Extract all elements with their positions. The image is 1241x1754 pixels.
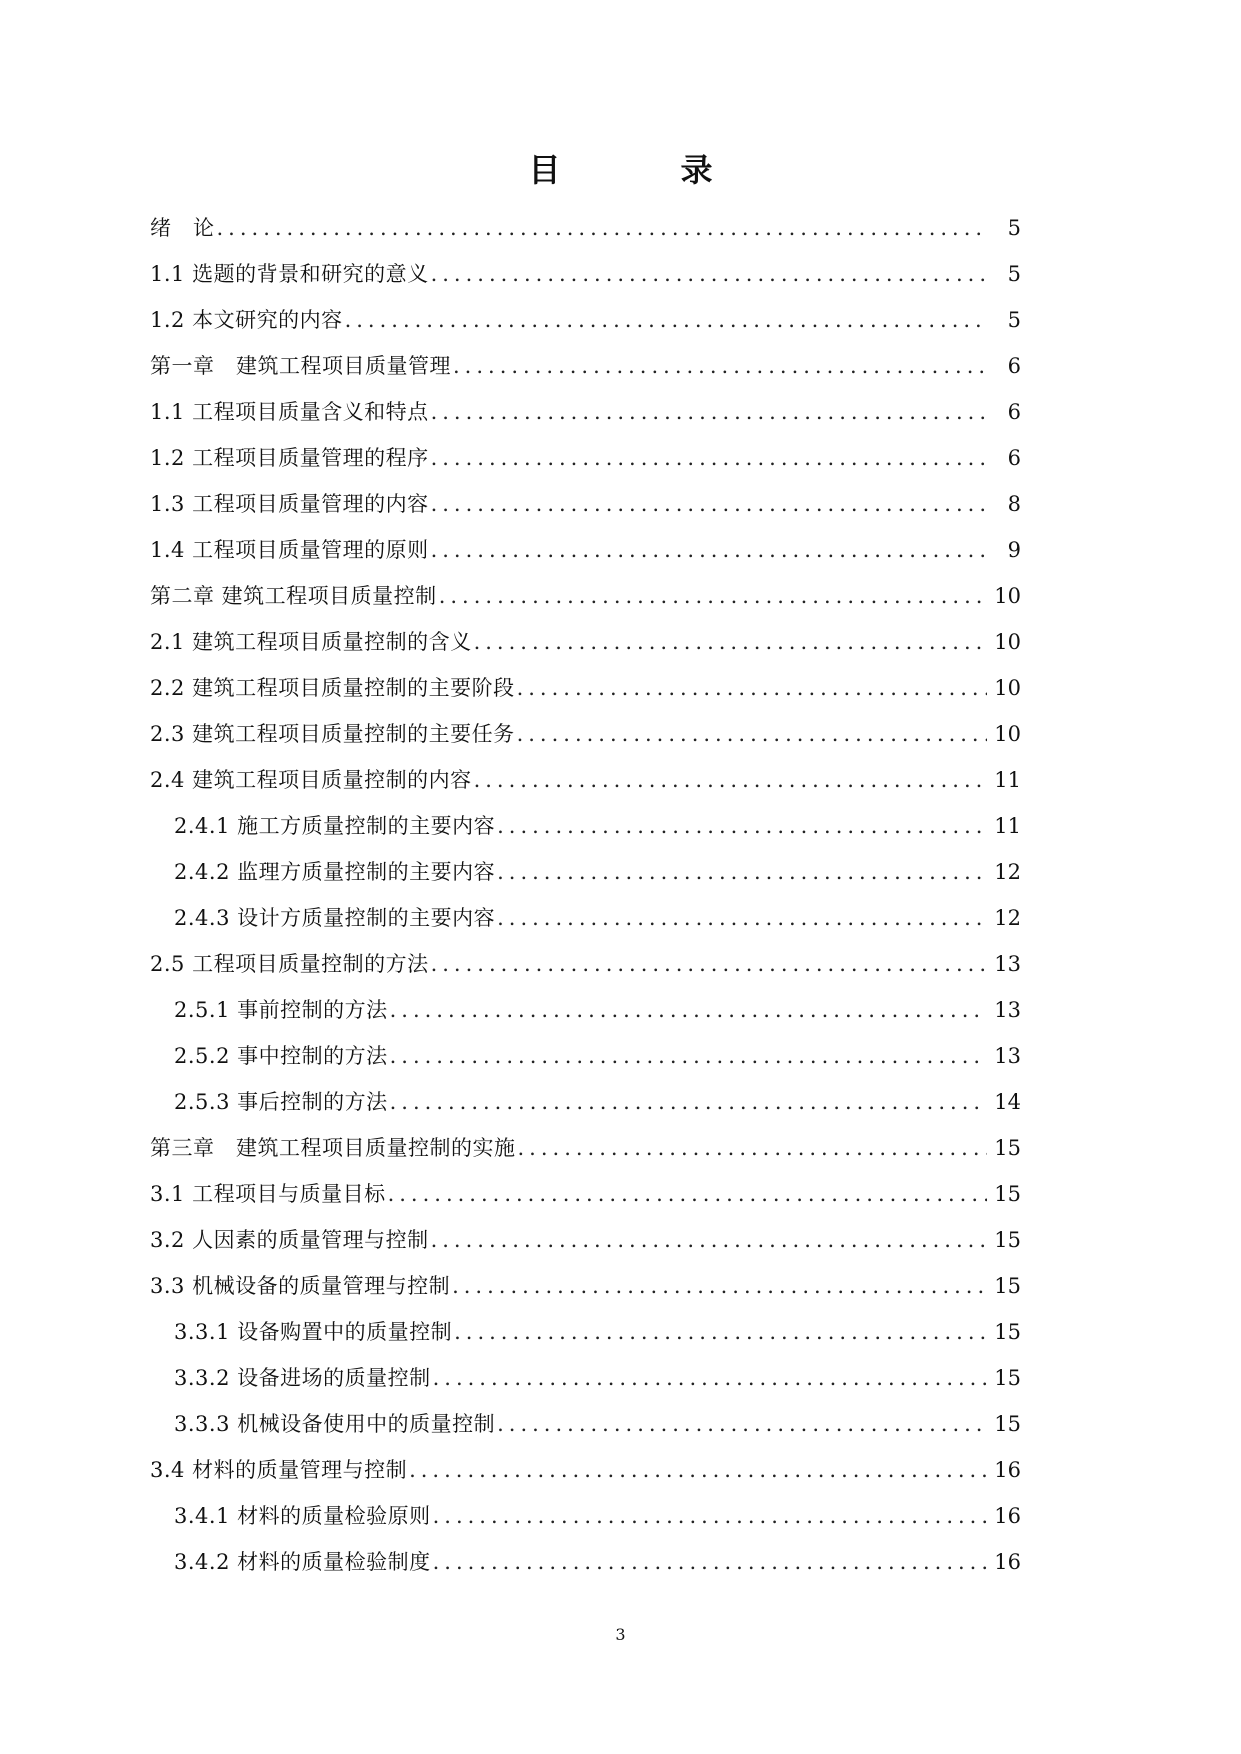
toc-entry[interactable]	[150, 435, 1027, 481]
toc-entry-label: 2.3 建筑工程项目质量控制的主要任务	[150, 722, 515, 746]
toc-entry-label: 3.2 人因素的质量管理与控制	[150, 1228, 429, 1252]
toc-leader-dots	[345, 297, 987, 343]
toc-entry[interactable]	[150, 297, 1027, 343]
toc-entry[interactable]	[150, 1355, 1027, 1401]
toc-entry-label: 1.3 工程项目质量管理的内容	[150, 492, 429, 516]
toc-entry[interactable]	[150, 1125, 1027, 1171]
toc-leader-dots	[431, 435, 987, 481]
toc-leader-dots	[497, 1401, 987, 1447]
toc-leader-dots	[431, 389, 987, 435]
toc-entry[interactable]	[150, 711, 1027, 757]
toc-entry[interactable]	[150, 619, 1027, 665]
toc-leader-dots	[431, 941, 987, 987]
toc-entry-page: 12	[994, 860, 1021, 884]
toc-leader-dots	[390, 1033, 987, 1079]
toc-entry-label: 第二章 建筑工程项目质量控制	[150, 584, 437, 608]
toc-entry-label: 3.4.1 材料的质量检验原则	[174, 1504, 431, 1528]
toc-entry[interactable]	[150, 1217, 1027, 1263]
toc-entry-label: 1.1 选题的背景和研究的意义	[150, 262, 429, 286]
toc-entry[interactable]	[150, 665, 1027, 711]
toc-entry-page: 15	[994, 1274, 1021, 1298]
toc-entry-page: 6	[1007, 446, 1021, 470]
toc-leader-dots	[454, 1309, 987, 1355]
toc-leader-dots	[431, 1217, 987, 1263]
toc-entry-page: 6	[1007, 354, 1021, 378]
toc-entry[interactable]	[150, 895, 1027, 941]
toc-entry-page: 11	[994, 814, 1021, 838]
toc-entry[interactable]	[150, 1493, 1027, 1539]
toc-leader-dots	[453, 343, 987, 389]
toc-entry[interactable]	[150, 573, 1027, 619]
toc-entry-label: 3.3.3 机械设备使用中的质量控制	[174, 1412, 496, 1436]
toc-leader-dots	[497, 803, 987, 849]
toc-leader-dots	[452, 1263, 987, 1309]
toc-entry-label: 3.1 工程项目与质量目标	[150, 1182, 386, 1206]
toc-entry[interactable]	[150, 527, 1027, 573]
toc-leader-dots	[439, 573, 987, 619]
page-title: 目 录	[528, 151, 757, 189]
toc-leader-dots	[390, 1079, 987, 1125]
toc-entry-page: 16	[994, 1504, 1021, 1528]
toc-entry-page: 16	[994, 1458, 1021, 1482]
toc-entry-label: 2.4.1 施工方质量控制的主要内容	[174, 814, 496, 838]
toc-entry[interactable]	[150, 987, 1027, 1033]
toc-leader-dots	[433, 1539, 987, 1585]
toc-leader-dots	[217, 205, 988, 251]
toc-entry[interactable]	[150, 1447, 1027, 1493]
toc-leader-dots	[431, 527, 987, 573]
toc-entry[interactable]	[150, 757, 1027, 803]
toc-entry-page: 11	[994, 768, 1021, 792]
table-of-contents	[150, 205, 1027, 1585]
toc-entry-label: 3.3.1 设备购置中的质量控制	[174, 1320, 453, 1344]
toc-entry[interactable]	[150, 481, 1027, 527]
toc-entry[interactable]	[150, 1079, 1027, 1125]
toc-leader-dots	[474, 757, 987, 803]
toc-leader-dots	[517, 711, 987, 757]
toc-leader-dots	[431, 481, 987, 527]
toc-entry[interactable]	[150, 343, 1027, 389]
toc-entry-page: 13	[994, 998, 1021, 1022]
toc-entry-page: 10	[994, 584, 1021, 608]
toc-entry-label: 2.5.1 事前控制的方法	[174, 998, 388, 1022]
toc-entry-page: 10	[994, 722, 1021, 746]
toc-entry-page: 10	[994, 630, 1021, 654]
toc-entry[interactable]	[150, 849, 1027, 895]
toc-entry-label: 3.3.2 设备进场的质量控制	[174, 1366, 431, 1390]
toc-entry-label: 1.2 本文研究的内容	[150, 308, 343, 332]
toc-entry-label: 1.4 工程项目质量管理的原则	[150, 538, 429, 562]
toc-entry[interactable]	[150, 1309, 1027, 1355]
toc-leader-dots	[518, 1125, 988, 1171]
toc-leader-dots	[431, 251, 987, 297]
toc-entry-label: 第三章 建筑工程项目质量控制的实施	[150, 1136, 516, 1160]
toc-entry-page: 15	[994, 1412, 1021, 1436]
toc-entry-label: 2.5.2 事中控制的方法	[174, 1044, 388, 1068]
toc-entry[interactable]	[150, 1263, 1027, 1309]
toc-leader-dots	[433, 1493, 987, 1539]
toc-entry-label: 2.4.2 监理方质量控制的主要内容	[174, 860, 496, 884]
toc-entry-label: 2.1 建筑工程项目质量控制的含义	[150, 630, 472, 654]
toc-entry-page: 15	[994, 1228, 1021, 1252]
toc-entry-label: 2.5.3 事后控制的方法	[174, 1090, 388, 1114]
toc-leader-dots	[409, 1447, 987, 1493]
toc-entry-page: 5	[1007, 216, 1021, 240]
toc-entry[interactable]	[150, 1401, 1027, 1447]
toc-entry-label: 2.4 建筑工程项目质量控制的内容	[150, 768, 472, 792]
toc-entry-label: 绪 论	[150, 216, 215, 240]
toc-entry-label: 3.4.2 材料的质量检验制度	[174, 1550, 431, 1574]
toc-entry-page: 13	[994, 952, 1021, 976]
toc-entry-page: 15	[994, 1182, 1021, 1206]
toc-leader-dots	[497, 895, 987, 941]
toc-entry-page: 9	[1007, 538, 1021, 562]
toc-entry[interactable]	[150, 205, 1027, 251]
toc-entry-label: 1.1 工程项目质量含义和特点	[150, 400, 429, 424]
toc-entry-page: 5	[1007, 308, 1021, 332]
toc-entry-page: 6	[1007, 400, 1021, 424]
toc-entry[interactable]	[150, 1033, 1027, 1079]
toc-entry-label: 2.2 建筑工程项目质量控制的主要阶段	[150, 676, 515, 700]
toc-entry-label: 2.4.3 设计方质量控制的主要内容	[174, 906, 496, 930]
toc-entry-page: 16	[994, 1550, 1021, 1574]
toc-entry-page: 15	[994, 1320, 1021, 1344]
page-number: 3	[615, 1625, 626, 1644]
toc-entry[interactable]	[150, 389, 1027, 435]
toc-leader-dots	[474, 619, 987, 665]
toc-entry-page: 12	[994, 906, 1021, 930]
toc-entry-page: 10	[994, 676, 1021, 700]
toc-entry-label: 第一章 建筑工程项目质量管理	[150, 354, 451, 378]
toc-entry-page: 5	[1007, 262, 1021, 286]
toc-entry-label: 3.3 机械设备的质量管理与控制	[150, 1274, 451, 1298]
toc-entry-label: 3.4 材料的质量管理与控制	[150, 1458, 408, 1482]
toc-leader-dots	[388, 1171, 987, 1217]
toc-entry-page: 8	[1007, 492, 1021, 516]
toc-entry[interactable]	[150, 251, 1027, 297]
toc-entry-page: 15	[994, 1366, 1021, 1390]
toc-entry[interactable]	[150, 941, 1027, 987]
toc-entry-page: 14	[994, 1090, 1021, 1114]
toc-leader-dots	[390, 987, 987, 1033]
toc-entry-label: 1.2 工程项目质量管理的程序	[150, 446, 429, 470]
toc-entry[interactable]	[150, 1539, 1027, 1585]
toc-leader-dots	[517, 665, 987, 711]
toc-entry[interactable]	[150, 1171, 1027, 1217]
toc-entry-page: 13	[994, 1044, 1021, 1068]
toc-leader-dots	[433, 1355, 987, 1401]
toc-entry[interactable]	[150, 803, 1027, 849]
toc-leader-dots	[497, 849, 987, 895]
toc-entry-label: 2.5 工程项目质量控制的方法	[150, 952, 429, 976]
toc-entry-page: 15	[994, 1136, 1021, 1160]
